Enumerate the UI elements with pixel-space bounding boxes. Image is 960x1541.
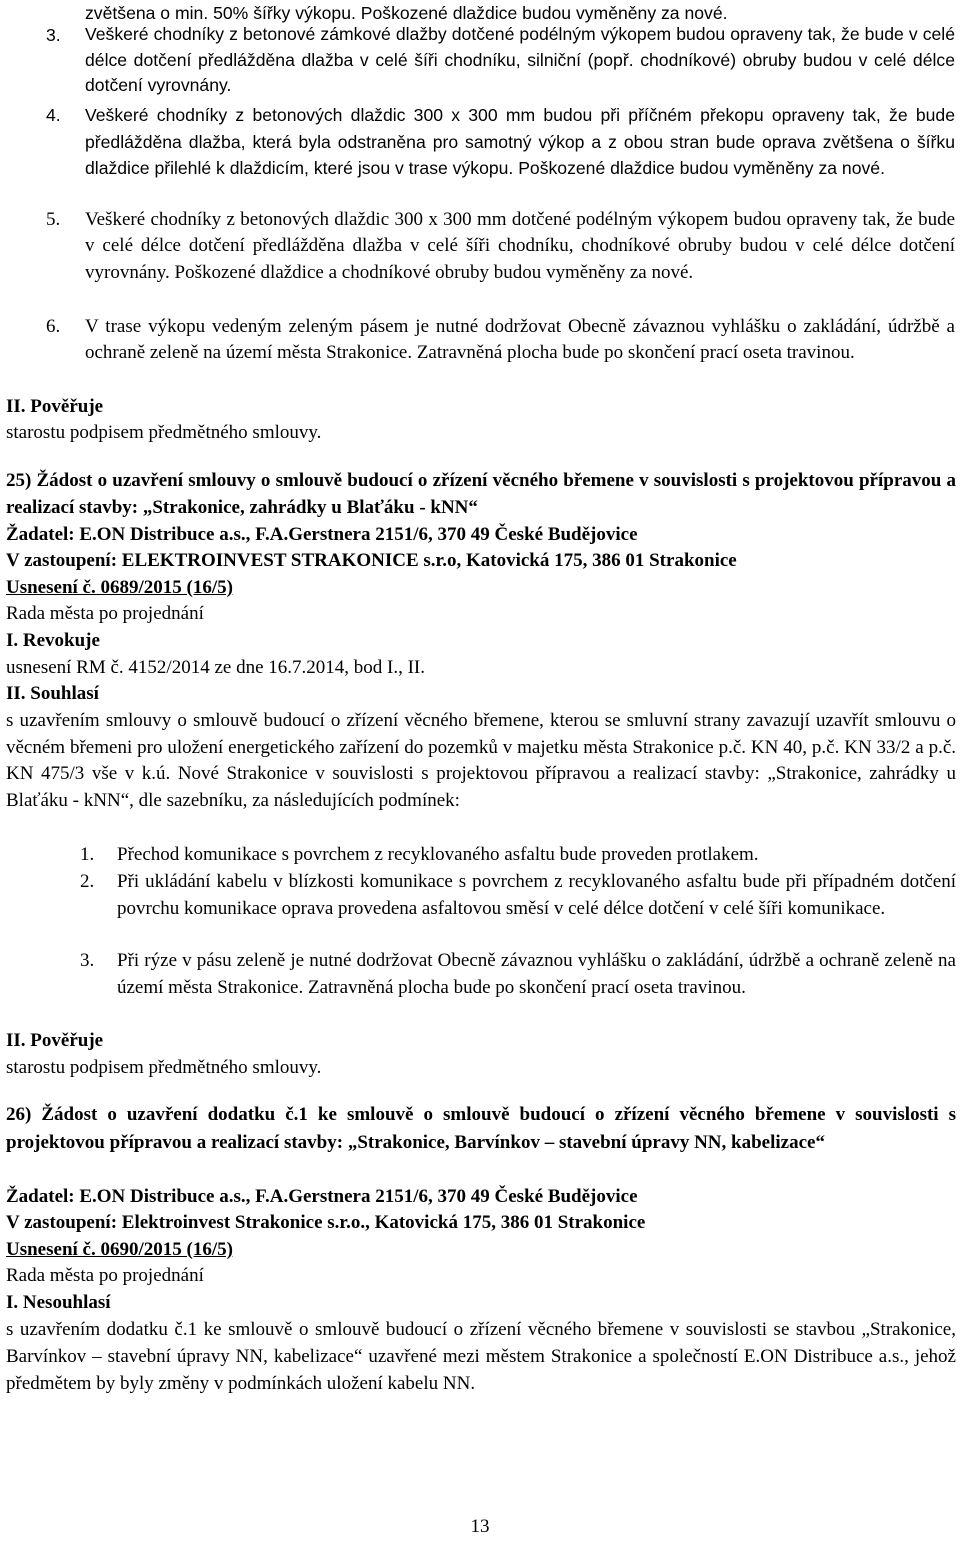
section-26-nesouhlasi-heading: I. Nesouhlasí [6,1292,111,1313]
item-4-number: 4. [46,105,61,125]
poveruje-heading-2: II. Pověřuje [6,1030,104,1051]
section-25-revokuje-heading: I. Revokuje [6,630,100,651]
section-25-zastoupeni: V zastoupení: ELEKTROINVEST STRAKONICE s.r.o, Katovická 175, 386 01 Strakonice [6,550,737,571]
section-25-souhlasi-text: s uzavřením smlouvy o smlouvě budoucí o zřízení věcného břemene, kterou se smluvní strany zavazují uzavřít smlouvu o věcném břemeni pro uložení energetického zařízení do pozemků v majetku města Strakonice p.č. KN 40, p.č. KN 33/2 a p.č. KN 475/3 vše v k.ú. Nové Strakonice v souvislosti s projektovou přípravou a realizací stavby: „Strakonice, zahrádky u Blaťáku - kNN“, dle sazebníku, za následujících podmínek: [6,710,956,811]
condition-2-text: Při ukládání kabelu v blízkosti komunikace s povrchem z recyklovaného asfaltu bude při případném dotčení povrchu komunikace oprava provedena asfaltovou směsí v celé délce dotčení v celé šíři komunikace. [117,871,956,919]
condition-1-number: 1. [80,844,95,865]
condition-1-text: Přechod komunikace s povrchem z recyklovaného asfaltu bude proveden protlakem. [117,844,759,865]
section-26-usneseni-text: Usnesení č. 0690/2015 (16/5) [6,1239,233,1260]
continuation-line: zvětšena o min. 50% šířky výkopu. Poškozené dlaždice budou vyměněny za nové. [85,3,728,23]
item-4-text: Veškeré chodníky z betonových dlaždic 300 x 300 mm budou při příčném překopu opraveny tak, že bude předlážděna dlažba, která byla odstraněna pro samotný výkop a z obou stran bude oprava zvětšena o šířku dlaždice přilehlé k dlaždicím, které jsou v trase výkopu. Poškozené dlaždice budou vyměněny za nové. [85,105,955,178]
section-25-rada: Rada města po projednání [6,603,204,624]
item-5-text: Veškeré chodníky z betonových dlaždic 300 x 300 mm dotčené podélným výkopem budou opraveny tak, že bude v celé délce dotčení předlážděna dlažba v celé šíři chodníku, chodníkové obruby budou v celé délce dotčení vyrovnány. Poškozené dlaždice a chodníkové obruby budou vyměněny za nové. [85,209,955,283]
poveruje-text-1: starostu podpisem předmětného smlouvy. [6,422,322,443]
section-26-nesouhlasi-text: s uzavřením dodatku č.1 ke smlouvě o smlouvě budoucí o zřízení věcného břemene v souvislosti se stavbou „Strakonice, Barvínkov – stavební úpravy NN, kabelizace“ uzavřené mezi městem Strakonice a společností E.ON Distribuce a.s., jehož předmětem by byly změny v podmínkách uložení kabelu NN. [6,1319,956,1394]
section-26-zastoupeni: V zastoupení: Elektroinvest Strakonice s.r.o., Katovická 175, 386 01 Strakonice [6,1212,646,1233]
page-number: 13 [470,1516,490,1537]
item-6-text: V trase výkopu vedeným zeleným pásem je nutné dodržovat Obecně závaznou vyhlášku o zakládání, údržbě a ochraně zeleně na území města Strakonice. Zatravněná plocha bude po skončení prací oseta travinou. [85,316,955,364]
section-25-zadatel: Žadatel: E.ON Distribuce a.s., F.A.Gerstnera 2151/6, 370 49 České Budějovice [6,524,638,545]
section-26-rada: Rada města po projednání [6,1265,204,1286]
item-6-number: 6. [46,316,61,337]
condition-2-number: 2. [80,871,95,892]
section-25-usneseni-text: Usnesení č. 0689/2015 (16/5) [6,577,233,598]
section-25-usneseni [6,575,956,602]
item-3-number: 3. [46,25,61,45]
section-25-revokuje-text: usnesení RM č. 4152/2014 ze dne 16.7.2014, bod I., II. [6,657,425,678]
item-5-number: 5. [46,209,61,230]
section-25-souhlasi-heading: II. Souhlasí [6,683,99,704]
poveruje-text-2: starostu podpisem předmětného smlouvy. [6,1057,322,1078]
condition-3-number: 3. [80,950,95,971]
condition-3-text: Při rýze v pásu zeleně je nutné dodržovat Obecně závaznou vyhlášku o zakládání, údržbě a ochraně zeleně na území města Strakonice. Zatravněná plocha bude po skončení prací oseta travinou. [117,950,956,998]
section-25-title: 25) Žádost o uzavření smlouvy o smlouvě budoucí o zřízení věcného břemene v souvislosti s projektovou přípravou a realizací stavby: „Strakonice, zahrádky u Blaťáku - kNN“ [6,470,956,518]
poveruje-heading-1: II. Pověřuje [6,396,104,417]
item-3-text: Veškeré chodníky z betonové zámkové dlažby dotčené podélným výkopem budou opraveny tak, že bude v celé délce dotčení předlážděna dlažba v celé šíři chodníku, silniční (popř. chodníkové) obruby budou v celé délce dotčení vyrovnány. [85,24,955,95]
section-26-zadatel: Žadatel: E.ON Distribuce a.s., F.A.Gerstnera 2151/6, 370 49 České Budějovice [6,1186,638,1207]
section-26-title: 26) Žádost o uzavření dodatku č.1 ke smlouvě o smlouvě budoucí o zřízení věcného břemene v souvislosti s projektovou přípravou a realizací stavby: „Strakonice, Barvínkov – stavební úpravy NN, kabelizace“ [6,1104,956,1153]
section-26-usneseni [6,1237,956,1264]
